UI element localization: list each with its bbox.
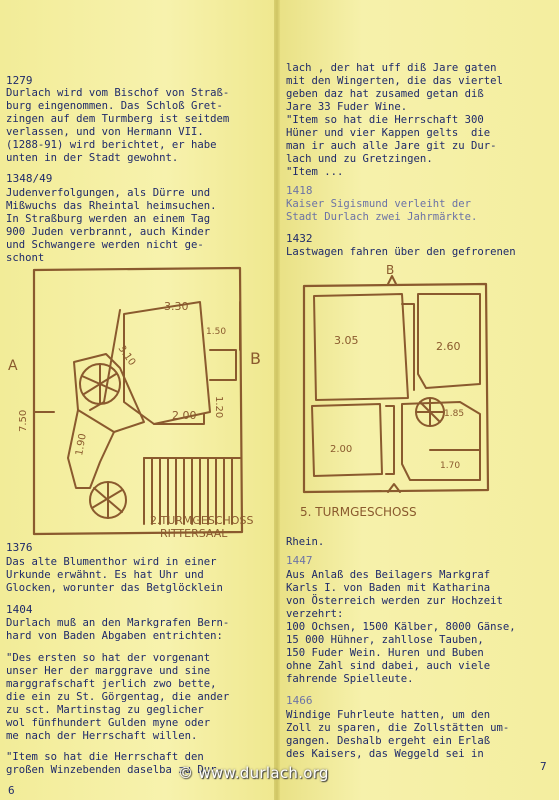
text-line: Windige Fuhrleute hatten, um den [286,709,491,721]
text-line: von Österreich werden zur Hochzeit [286,595,503,607]
text-line: verzehrt: [286,608,344,620]
entry-1466-year: 1466 [286,694,313,707]
text-line: die ein zu St. Görgentag, die ander [6,691,230,703]
text-line: me nach der Herrschaft willen. [6,730,198,742]
entry-1404-year: 1404 [6,603,33,616]
dim-label: 1.85 [444,409,465,419]
text-line: ohne Zahl sind dabei, auch viele [286,660,491,672]
text-line: 150 Fuder Wein. Huren und Buben [286,647,484,659]
text-line: verlassen, und von Hermann VII. [6,126,204,138]
text-line: Durlach muß an den Markgrafen Bern- [6,617,230,629]
text-line: unten in der Stadt gewohnt. [6,152,179,164]
text-line: Mißwuchs das Rheintal heimsuchen. [6,200,217,212]
text-line: marggrafschaft jerlich zwo bette, [6,678,217,690]
text-line: Stadt Durlach zwei Jahrmärkte. [286,211,478,223]
text-line: In Straßburg werden an einem Tag [6,213,211,225]
floor-plan-sketch-2nd-floor [4,262,272,540]
text-line: Zoll zu sparen, die Zollstätten um- [286,722,510,734]
entry-1348-year: 1348/49 [6,172,53,185]
book-gutter [274,0,280,800]
dim-label: 2.00 [330,444,353,455]
dim-label: 3.30 [164,300,189,313]
text-line: wol fünfhundert Gulden myne oder [6,717,211,729]
dim-label: 1.50 [206,327,227,337]
text-line: des Kaisers, das Weggeld sei in [286,748,484,760]
text-line: zingen auf dem Turmberg ist seitdem [6,113,230,125]
text-line: lach , der hat uff diß Jare gaten [286,62,497,74]
text-line: 900 Juden verbrannt, auch Kinder [6,226,211,238]
dim-label: 1.20 [213,396,224,419]
text-line: Das alte Blumenthor wird in einer [6,556,217,568]
text-line: 100 Ochsen, 1500 Kälber, 8000 Gänse, [286,621,516,633]
text-line: unser Her der marggrave und sine [6,665,211,677]
text-line: hard von Baden Abgaben entrichten: [6,630,223,642]
text-line: Rhein. [286,536,325,548]
text-line: Karls I. von Baden mit Katharina [286,582,491,594]
side-label: B [386,264,395,277]
entry-1432-year: 1432 [286,232,313,245]
text-line: "Item so hat die Herrschaft den [6,751,204,763]
text-line: Lastwagen fahren über den gefrorenen [286,246,516,258]
entry-1279-year: 1279 [6,74,33,87]
text-line: schont [6,252,45,264]
entry-1447-year: 1447 [286,554,313,567]
text-line: (1288-91) wird berichtet, er habe [6,139,217,151]
sketch-caption: 2.TURMGESCHOSS [150,514,254,527]
side-label: B [250,349,261,368]
text-line: zu sct. Martinstag zu geglicher [6,704,204,716]
dim-label: 2.60 [436,340,461,353]
dim-label: 2.00 [172,409,197,422]
text-line: "Item so hat die Herrschaft 300 [286,114,484,126]
text-line: geben daz hat zusamed getan diß [286,88,484,100]
dim-label: 1.90 [74,432,89,457]
text-line: fahrende Spielleute. [286,673,414,685]
dim-label: 1.70 [440,461,461,471]
text-line: Glocken, worunter das Betglöcklein [6,582,223,594]
text-line: "Des ersten so hat der vorgenant [6,652,211,664]
text-line: lach und zu Gretzingen. [286,153,433,165]
text-line: Judenverfolgungen, als Dürre und [6,187,211,199]
text-line: "Item ... [286,166,344,178]
text-line: großen Winzebenden daselba zu Dur- [6,764,223,776]
text-line: Kaiser Sigismund verleiht der [286,198,471,210]
text-line: und Schwangere werden nicht ge- [6,239,204,251]
page-number-left: 6 [8,784,15,797]
text-line: Durlach wird vom Bischof von Straß- [6,87,230,99]
dim-label: 3.10 [115,343,138,368]
text-line: man ir auch alle Jare git zu Dur- [286,140,497,152]
text-line: Hüner und vier Kappen gelts die [286,127,491,139]
text-line: 15 000 Hühner, zahllose Tauben, [286,634,484,646]
dim-label: 7.50 [18,409,29,432]
sketch-caption: RITTERSAAL [160,527,228,540]
dim-label: 3.05 [334,334,359,347]
page-number-right: 7 [540,760,547,773]
entry-1376-year: 1376 [6,541,33,554]
text-line: mit den Wingerten, die das viertel [286,75,503,87]
text-line: burg eingenommen. Das Schloß Gret- [6,100,223,112]
floor-plan-sketch-5th-floor [290,264,490,524]
text-line: Jare 33 Fuder Wine. [286,101,408,113]
watermark-text: © www.durlach.org [178,764,329,782]
text-line: Urkunde erwähnt. Es hat Uhr und [6,569,204,581]
text-line: gangen. Deshalb ergeht ein Erlaß [286,735,491,747]
entry-1418-year: 1418 [286,184,313,197]
side-label: A [8,358,18,374]
sketch-caption: 5. TURMGESCHOSS [300,505,417,519]
text-line: Aus Anlaß des Beilagers Markgraf [286,569,491,581]
